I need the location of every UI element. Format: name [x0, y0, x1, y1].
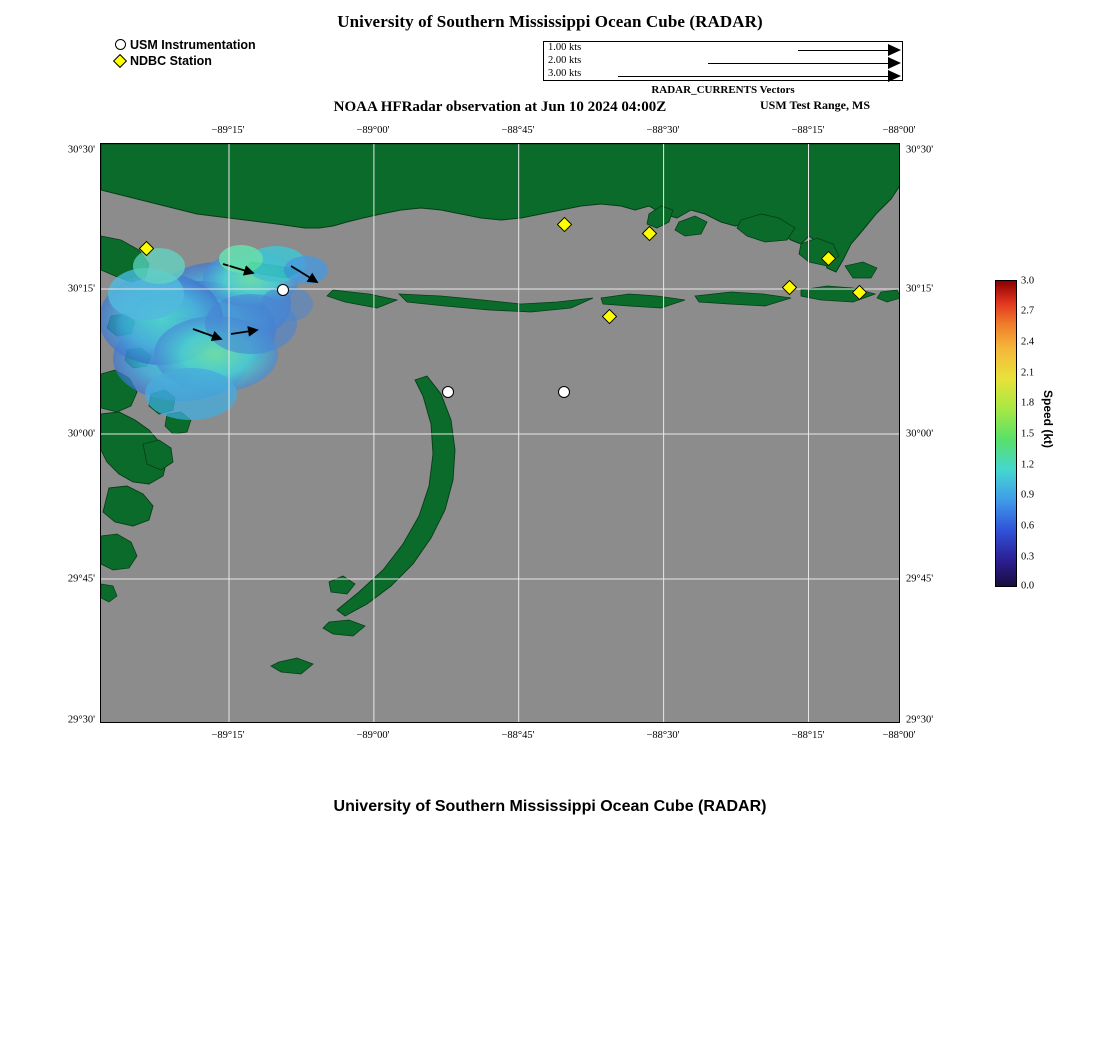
x-tick-label: −89°00': [356, 730, 390, 741]
colorbar-tick-label: 2.4: [1021, 336, 1035, 348]
page-title: University of Southern Mississippi Ocean Cube (RADAR): [337, 12, 763, 31]
usm-instrumentation-marker[interactable]: [558, 386, 570, 398]
colorbar-title: Speed (kt): [1041, 390, 1055, 449]
x-tick-label: −88°15': [791, 125, 825, 136]
vector-key-label-2: 2.00 kts: [548, 55, 582, 66]
colorbar-tick-label: 3.0: [1021, 275, 1035, 287]
colorbar-tick-label: 2.1: [1021, 367, 1035, 379]
vector-key-row-2: [544, 56, 904, 69]
map-canvas: [101, 144, 900, 723]
map-plot-area[interactable]: [100, 143, 900, 723]
x-tick-label: −88°00': [882, 125, 916, 136]
vector-shaft-2: [708, 63, 888, 64]
vector-scale-key: [543, 41, 903, 81]
y-tick-label: 30°00': [67, 428, 95, 440]
vector-arrowhead-1: [888, 44, 901, 56]
x-tick-label: −88°00': [882, 730, 916, 741]
y-tick-label: 30°00': [906, 428, 934, 440]
colorbar-tick-label: 0.0: [1021, 580, 1035, 592]
y-tick-label: 30°15': [906, 283, 934, 295]
y-tick-label: 29°45': [906, 573, 934, 585]
y-tick-label: 29°45': [67, 573, 95, 585]
x-tick-label: −88°45': [501, 125, 535, 136]
circle-marker-icon: [110, 39, 130, 50]
vector-key-label-1: 1.00 kts: [548, 42, 582, 53]
x-tick-label: −88°15': [791, 730, 825, 741]
usm-instrumentation-marker[interactable]: [442, 386, 454, 398]
y-tick-label: 30°30': [906, 144, 934, 156]
colorbar-tick-label: 0.9: [1021, 489, 1035, 501]
legend-label-ndbc: NDBC Station: [130, 53, 212, 68]
range-label: USM Test Range, MS: [760, 98, 871, 112]
legend-item-ndbc: [110, 53, 256, 68]
usm-instrumentation-marker[interactable]: [277, 284, 289, 296]
vector-arrowhead-3: [888, 70, 901, 82]
vector-arrowhead-2: [888, 57, 901, 69]
x-tick-label: −88°30': [646, 125, 680, 136]
y-tick-label: 30°30': [67, 144, 95, 156]
colorbar-tick-label: 0.3: [1021, 551, 1035, 563]
colorbar-gradient: [995, 280, 1017, 587]
vector-key-label-3: 3.00 kts: [548, 68, 582, 79]
diamond-marker-icon: [110, 56, 130, 66]
x-tick-label: −88°45': [501, 730, 535, 741]
y-tick-label: 30°15': [67, 283, 95, 295]
x-tick-label: −89°15': [211, 730, 245, 741]
x-tick-label: −89°15': [211, 125, 245, 136]
y-tick-label: 29°30': [67, 714, 95, 726]
colorbar-tick-label: 0.6: [1021, 520, 1035, 532]
x-tick-label: −89°00': [356, 125, 390, 136]
vector-shaft-1: [798, 50, 888, 51]
colorbar-tick-label: 1.5: [1021, 428, 1035, 440]
vector-key-caption: RADAR_CURRENTS Vectors: [651, 84, 795, 96]
footer-title: University of Southern Mississippi Ocean Cube (RADAR): [333, 798, 767, 815]
colorbar-tick-label: 1.8: [1021, 397, 1035, 409]
vector-key-row-1: [544, 43, 904, 56]
colorbar-tick-label: 1.2: [1021, 459, 1035, 471]
y-tick-label: 29°30': [906, 714, 934, 726]
colorbar-tick-label: 2.7: [1021, 305, 1035, 317]
legend-label-usm: USM Instrumentation: [130, 37, 256, 52]
observation-title: NOAA HFRadar observation at Jun 10 2024 04:00Z: [333, 99, 667, 115]
x-tick-label: −88°30': [646, 730, 680, 741]
symbol-legend: [110, 37, 256, 69]
vector-key-row-3: [544, 69, 904, 82]
legend-item-usm: [110, 37, 256, 52]
vector-shaft-3: [618, 76, 888, 77]
